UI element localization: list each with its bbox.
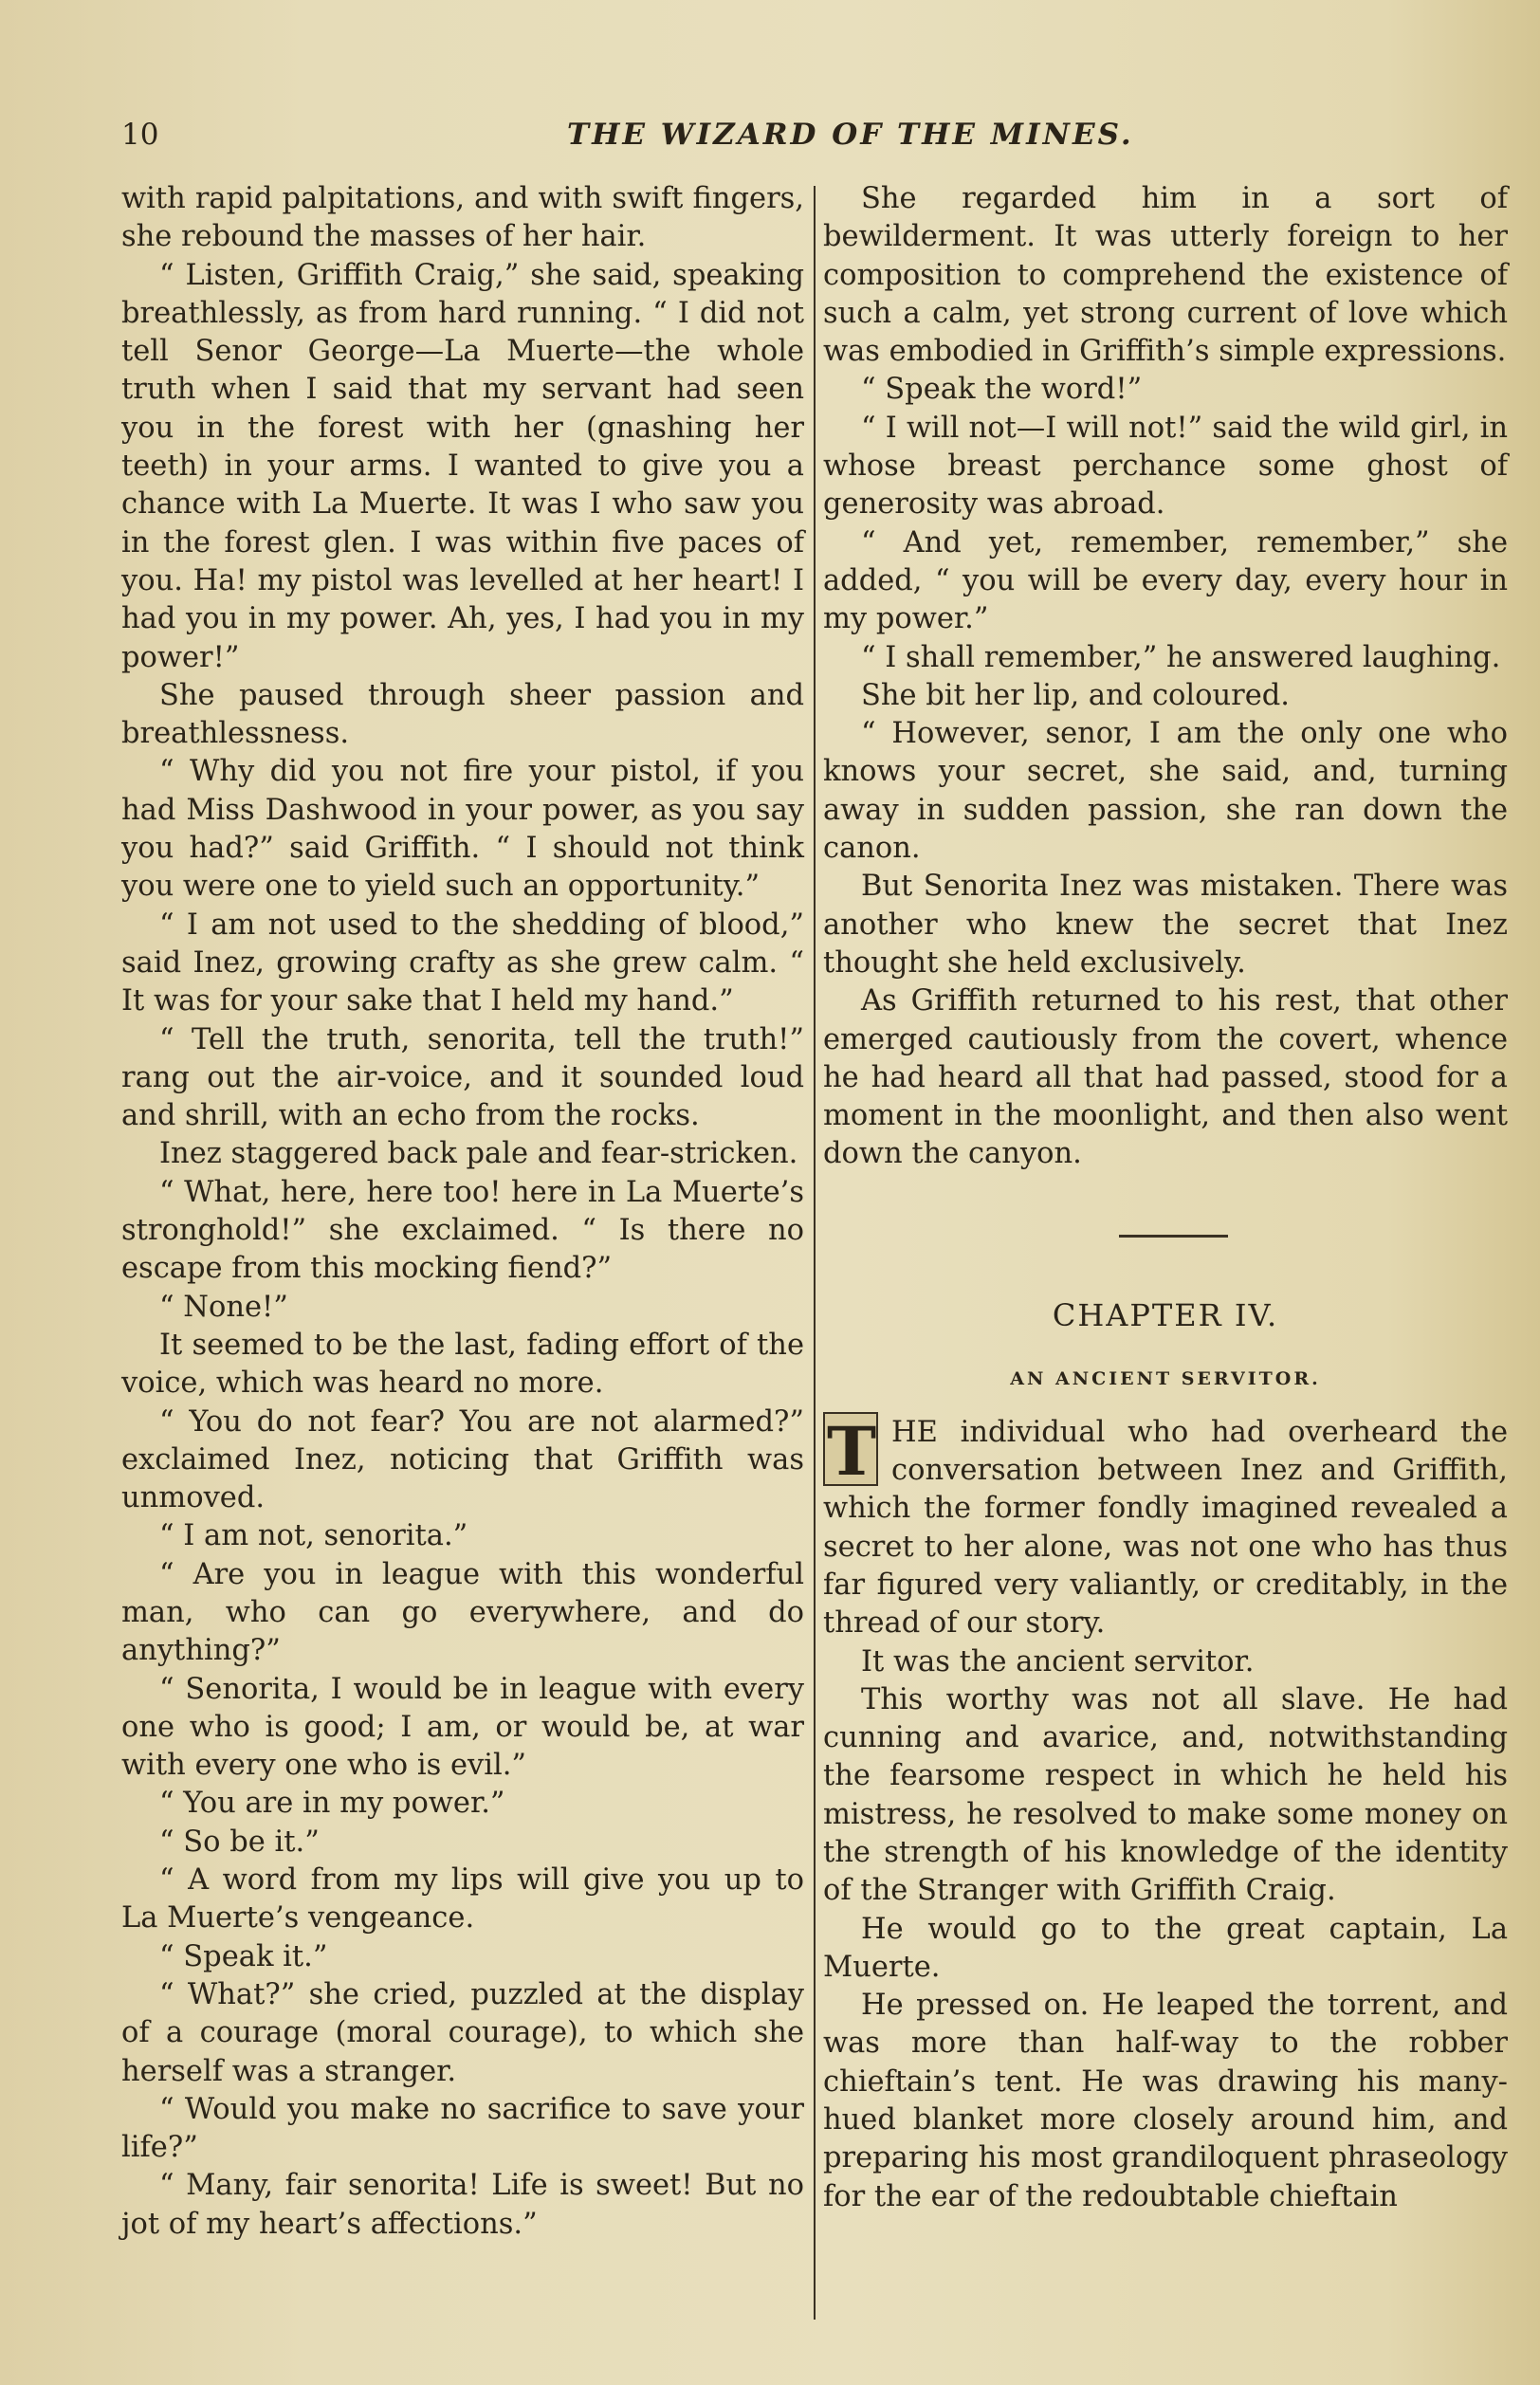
right-column [823,180,1508,2216]
paragraph: She bit her lip, and coloured. [861,678,1291,712]
paragraph: “ A word from my lips will give you up to La Muerte’s vengeance. [121,1863,804,1936]
paragraph: This worthy was not all slave. He had cunning and avarice, and, notwithstanding the fearsome respect in which he held his mistress, he resolved to make some money on the strength of his knowledge of the identity of the Stranger with Griffith Craig. [823,1682,1508,1908]
paragraph: with rapid palpitations, and with swift fingers, she rebound the masses of her hair. [121,182,804,254]
paragraph: “ I am not used to the shedding of blood,” said Inez, growing crafty as she grew calm. “ It was for your sake that I held my hand.” [121,908,804,1018]
paragraph: “ What?” she cried, puzzled at the display of a courage (moral courage), to which she herself was a stranger. [121,1977,804,2088]
section-separator [1119,1235,1228,1238]
paragraph: “ And yet, remember, remember,” she added, “ you will be every day, every hour in my power.” [823,525,1508,636]
paragraph: “ Speak it.” [159,1939,328,1973]
paragraph: “ You do not fear? You are not alarmed?” exclaimed Inez, noticing that Griffith was unmoved. [121,1404,804,1515]
paragraph: “ I am not, senorita.” [159,1519,468,1553]
paragraph: As Griffith returned to his rest, that other emerged cautiously from the covert, whence he had heard all that had passed, stood for a moment in the moonlight, and then also went down the canyon. [823,984,1508,1171]
paragraph: “ Tell the truth, senorita, tell the truth!” rang out the air-voice, and it sounded loud and shrill, with an echo from the rocks. [121,1022,804,1133]
paragraph: He would go to the great captain, La Muerte. [823,1912,1508,1984]
paragraph: It seemed to be the last, fading effort of the voice, which was heard no more. [121,1328,804,1401]
paragraph: “ I shall remember,” he answered laughing. [861,640,1501,674]
paragraph: “ None!” [159,1290,288,1324]
left-column [121,180,804,2244]
page-number: 10 [121,118,159,152]
paragraph: “ Listen, Griffith Craig,” she said, speaking breathlessly, as from hard running. “ I did not tell Senor George—La Muerte—the whole truth when I said that my servant had seen you in the forest with her (gnashing her teeth) in your arms. I wanted to give you a chance with La Muerte. It was I who saw you in the forest glen. I was within five paces of you. Ha! my pistol was levelled at her heart! I had you in my power. Ah, yes, I had you in my power!” [121,258,804,674]
paragraph: “ What, here, here too! here in La Muerte’s stronghold!” she exclaimed. “ Is there no escape from this mocking fiend?” [121,1175,804,1286]
chapter-opening-paragraph [823,1411,1508,1643]
paragraph: “ Senorita, I would be in league with every one who is good; I am, or would be, at war with every one who is evil.” [121,1672,804,1783]
paragraph: Inez staggered back pale and fear-stricken. [159,1137,798,1171]
paragraph: “ Many, fair senorita! Life is sweet! But no jot of my heart’s affections.” [121,2169,804,2241]
paragraph: “ Speak the word!” [861,373,1143,407]
paragraph: But Senorita Inez was mistaken. There was another who knew the secret that Inez thought she held exclusively. [823,870,1508,980]
paragraph: “ However, senor, I am the only one who knows your secret, she said, and, turning away in sudden passion, she ran down the canon. [823,717,1508,866]
paragraph: “ Why did you not fire your pistol, if you had Miss Dashwood in your power, as you say you had?” said Griffith. “ I should not think you were one to yield such an opportunity.” [121,755,804,904]
paragraph: “ So be it.” [159,1825,320,1859]
paragraph: She paused through sheer passion and breathlessness. [121,678,804,751]
paragraph: It was the ancient servitor. [861,1644,1255,1679]
column-divider [814,186,816,2320]
paragraph: “ Would you make no sacrifice to save your life?” [121,2092,804,2165]
opening-text: HE individual who had overheard the conversation between Inez and Griffith, which the former fondly imagined revealed a secret to her alone, was not one who has thus far figured very valiantly, or creditably, in the thread of our story. [823,1415,1508,1641]
paragraph: “ Are you in league with this wonderful man, who can go everywhere, and do anything?” [121,1557,804,1668]
running-title: THE WIZARD OF THE MINES. [567,118,1134,152]
page-header [121,112,1515,169]
paragraph: She regarded him in a sort of bewilderment. It was utterly foreign to her composition to comprehend the existence of such a calm, yet strong current of love which was embodied in Griffith’s simple expressions. [823,182,1508,369]
chapter-subtitle: AN ANCIENT SERVITOR. [1010,1367,1321,1389]
paragraph: “ I will not—I will not!” said the wild girl, in whose breast perchance some ghost of generosity was abroad. [823,411,1508,522]
paragraph: He pressed on. He leaped the torrent, and was more than half-way to the robber chieftain’s tent. He was drawing his many-hued blanket more closely around him, and preparing his most grandiloquent phraseology for the ear of the redoubtable chieftain [823,1989,1508,2213]
chapter-title: CHAPTER IV. [1052,1296,1279,1333]
drop-cap: T [823,1412,878,1486]
paragraph: “ You are in my power.” [159,1787,505,1821]
